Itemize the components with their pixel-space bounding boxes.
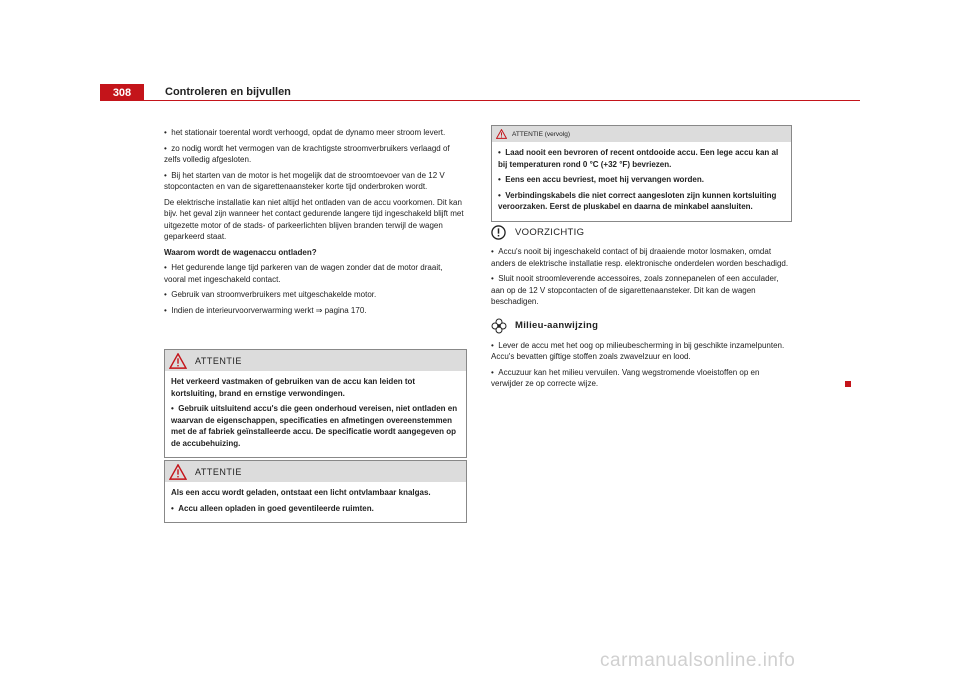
left-column [164,127,464,320]
warning-title: ATTENTIE [195,466,242,477]
warning-box [164,460,467,523]
warning-bullet: • Eens een accu bevriest, moet hij vervangen worden. [498,174,785,186]
section-end-mark [845,381,851,387]
list-item: • Sluit nooit stroomleverende accessoires, zoals zonnepanelen of een acculader, aan op de 12 V stopcontacten of de sigarettenaansteker. Dit kan de wagen beschadigen. [491,273,791,308]
warning-bullet: • Accu alleen opladen in goed geventileerde ruimten. [171,503,460,515]
caution-title: VOORZICHTIG [515,226,585,238]
subheading: Waarom wordt de wagenaccu ontladen? [164,247,317,257]
list-item: • het stationair toerental wordt verhoogd, opdat de dynamo meer stroom levert. [164,127,464,139]
warning-header [492,126,791,142]
page-number: 308 [100,84,144,101]
warning-bullet: • Laad nooit een bevroren of recent ontdooide accu. Een lege accu kan al bij temperaturen rond 0 °C (+32 °F) bevriezen. [498,147,785,170]
watermark: carmanualsonline.info [600,650,796,671]
caution-header [491,225,791,240]
environment-header [491,318,791,334]
list-item: • zo nodig wordt het vermogen van de krachtigste stroomverbruikers verlaagd of zelfs volledig afgesloten. [164,143,464,166]
list-item: • Gebruik van stroomverbruikers met uitgeschakelde motor. [164,289,464,301]
warning-continued-box [491,125,792,222]
list-item: • Accu's nooit bij ingeschakeld contact of bij draaiende motor losmaken, omdat anders de elektrische installatie resp. elektronische onderdelen worden beschadigd. [491,246,791,269]
right-column [491,221,791,394]
list-item: • Lever de accu met het oog op milieubescherming in bij geschikte inzamelpunten. Accu's bevatten giftige stoffen zoals zwavelzuur en lood. [491,340,791,363]
page-title: Controleren en bijvullen [165,86,291,98]
warning-bullet: • Gebruik uitsluitend accu's die geen onderhoud vereisen, niet ontladen en waarvan de eigenschappen, specificaties en afmetingen overeenstemmen met de af fabriek geïnstalleerde accu. De specificatie wordt aangegeven op de accubehuizing. [171,403,460,449]
warning-triangle-icon [169,353,187,369]
header-rule [100,100,860,101]
flower-icon [491,318,507,334]
list-item: • Bij het starten van de motor is het mogelijk dat de stroomtoevoer van de 12 V stopcontacten en van de sigarettenaansteker korte tijd onderbroken wordt. [164,170,464,193]
list-item: • Het gedurende lange tijd parkeren van de wagen zonder dat de motor draait, vooral met ingeschakeld contact. [164,262,464,285]
warning-bullet: • Verbindingskabels die niet correct aangesloten zijn kunnen kortsluiting veroorzaken. Eerst de pluskabel en daarna de minkabel aansluiten. [498,190,785,213]
warning-title: ATTENTIE [195,355,242,366]
warning-header [165,350,466,371]
warning-triangle-icon [496,129,507,139]
list-item: • Indien de interieurvoorverwarming werkt ⇒ pagina 170. [164,305,464,317]
list-item: • Accuzuur kan het milieu vervuilen. Vang wegstromende vloeistoffen op en verwijder ze op correcte wijze. [491,367,791,390]
body-paragraph: De elektrische installatie kan niet altijd het ontladen van de accu voorkomen. Dit kan bijv. het geval zijn wanneer het contact gedurende langere tijd ingeschakeld blijft met uitgezette motor of de stads- of parkeerlichten blijven branden terwijl de wagen geparkeerd staat. [164,197,464,241]
warning-text: Als een accu wordt geladen, ontstaat een licht ontvlambaar knalgas. [171,488,431,497]
warning-text: Het verkeerd vastmaken of gebruiken van de accu kan leiden tot kortsluiting, brand en ernstige verwondingen. [171,377,416,398]
warning-header [165,461,466,482]
warning-box [164,349,467,458]
caution-icon [491,225,506,240]
environment-title: Milieu-aanwijzing [515,319,599,331]
warning-title: ATTENTIE (vervolg) [512,130,571,138]
warning-triangle-icon [169,464,187,480]
